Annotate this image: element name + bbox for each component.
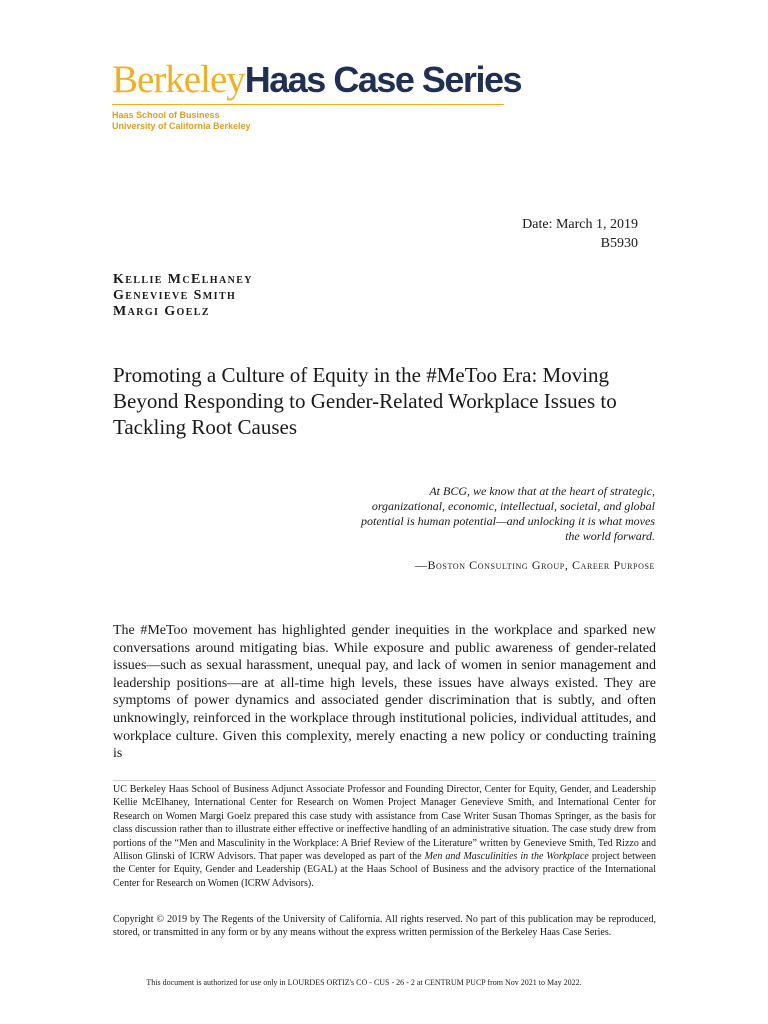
footnote-text-part2: project between the Center for Equity, Gender and Leadership (EGAL) at the Haas School of Business and the advisory practice of the International Center for Research on Women (ICRW Advisors).: [113, 851, 656, 889]
case-meta: [522, 215, 638, 253]
logo-berkeley: Berkeley: [112, 58, 245, 101]
case-date: Date: March 1, 2019: [522, 217, 638, 232]
author-footnote: [113, 783, 656, 890]
epigraph-quote: At BCG, we know that at the heart of strategic, organizational, economic, intellectual, societal, and global potential is human potential—and unlocking it is what moves the world forward.: [361, 484, 655, 543]
berkeley-haas-logo: [112, 58, 521, 102]
logo-haas-case-series: Haas Case Series: [244, 59, 521, 100]
logo-wordmark: [112, 58, 521, 102]
body-paragraph: The #MeToo movement has highlighted gender inequities in the workplace and sparked new conversations around mitigating bias. While exposure and public awareness of gender-related issues—such as sexual harassment, unequal pay, and lack of women in senior management and leadership positions—are at all-time high levels, these issues have always existed. They are symptoms of power dynamics and associated gender discrimination that is subtly, and often unknowingly, reinforced in the workplace through institutional policies, individual attitudes, and workplace culture. Given this complexity, merely enacting a new policy or conducting training is: [113, 623, 656, 762]
epigraph-source: —Boston Consulting Group, Career Purpose: [414, 558, 655, 572]
logo-school: Haas School of Business: [112, 110, 220, 120]
logo-subtitle: [112, 110, 251, 132]
logo-divider: [112, 104, 504, 105]
author-name: Margi Goelz: [113, 304, 210, 319]
logo-university: University of California Berkeley: [112, 121, 251, 131]
authorization-notice: [0, 978, 768, 988]
footnote-italic-title: Men and Masculinities in the Workplace: [424, 851, 589, 863]
authorization-text: This document is authorized for use only in LOURDES ORTIZ's CO - CUS - 26 - 2 at CENTRUM PUCP from Nov 2021 to May 2022.: [146, 978, 582, 987]
footnote-text-part1: UC Berkeley Haas School of Business Adjunct Associate Professor and Founding Director, Center for Equity, Gender, and Leadership Kellie McElhaney, International Center for Research on Women Project Manager Genevieve Smith, and International Center for Research on Women Margi Goelz prepared this case study with assistance from Case Writer Susan Thomas Springer, as the basis for class discussion rather than to illustrate either effective or ineffective handling of an administrative situation. The case study drew from portions of the “Men and Masculinity in the Workplace: A Brief Review of the Literature” written by Genevieve Smith, Ted Rizzo and Allison Glinski of ICRW Advisors. That paper was developed as part of the: [113, 784, 656, 863]
author-name: Genevieve Smith: [113, 288, 237, 303]
copyright-notice: Copyright © 2019 by The Regents of the University of California. All rights reserved. No part of this publication may be reproduced, stored, or transmitted in any form or by any means without the express written permission of the Berkeley Haas Case Series.: [113, 914, 656, 939]
case-title: Promoting a Culture of Equity in the #MeToo Era: Moving Beyond Responding to Gender-Related Workplace Issues to Tackling Root Causes: [113, 363, 617, 439]
author-name: Kellie McElhaney: [113, 272, 253, 287]
footnote-divider: [113, 780, 656, 781]
author-list: [113, 272, 253, 320]
case-number: B5930: [600, 236, 638, 251]
